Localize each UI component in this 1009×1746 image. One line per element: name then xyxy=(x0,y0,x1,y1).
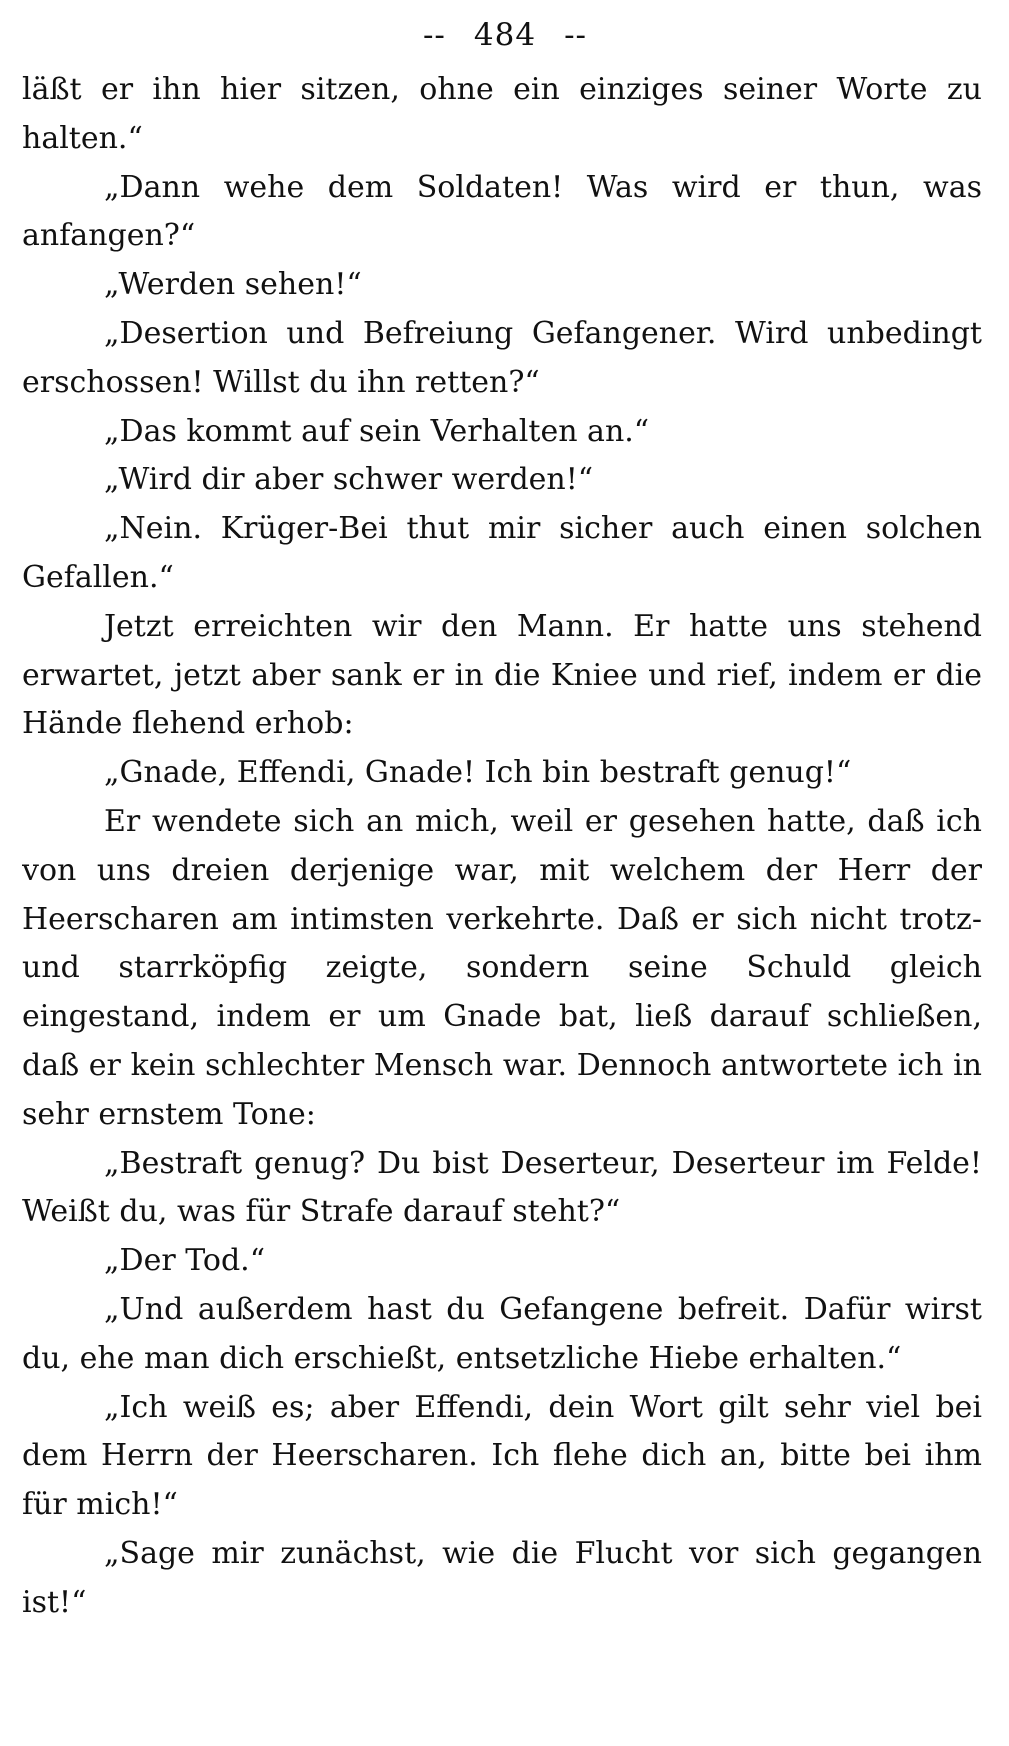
body-text xyxy=(22,66,982,1628)
paragraph: „Gnade, Effendi, Gnade! Ich bin bestraft genug!“ xyxy=(104,755,852,791)
paragraph: „Dann wehe dem Soldaten! Was wird er thun, was anfangen?“ xyxy=(22,169,982,254)
paragraph: „Nein. Krüger-Bei thut mir sicher auch einen solchen Gefallen.“ xyxy=(22,511,982,595)
paragraph: „Werden sehen!“ xyxy=(104,267,362,303)
paragraph: „Der Tod.“ xyxy=(104,1243,266,1279)
paragraph: „Sage mir zunächst, wie die Flucht vor sich gegangen ist!“ xyxy=(22,1535,982,1620)
paragraph: „Bestraft genug? Du bist Deserteur, Deserteur im Felde! Weißt du, was für Strafe darauf steht?“ xyxy=(22,1145,982,1230)
paragraph: „Ich weiß es; aber Effendi, dein Wort gilt sehr viel bei dem Herrn der Heerscharen. Ich flehe dich an, bitte bei ihm für mich!“ xyxy=(22,1389,982,1523)
paragraph: „Wird dir aber schwer werden!“ xyxy=(104,462,594,498)
paragraph: „Desertion und Befreiung Gefangener. Wird unbedingt erschossen! Willst du ihn retten?“ xyxy=(22,315,982,400)
book-page xyxy=(22,14,982,1734)
page-header xyxy=(22,14,982,56)
paragraph: läßt er ihn hier sitzen, ohne ein einziges seiner Worte zu halten.“ xyxy=(22,72,982,156)
page-number: 484 xyxy=(473,17,537,53)
paragraph: „Das kommt auf sein Verhalten an.“ xyxy=(104,413,650,449)
header-dash-right: -- xyxy=(564,17,588,53)
header-dash-left: -- xyxy=(422,17,446,53)
paragraph: Er wendete sich an mich, weil er gesehen hatte, daß ich von uns dreien derjenige war, mit welchem der Herr der Heerscharen am intimsten verkehrte. Daß er sich nicht trotz- und starrköpfig zeigte, sondern seine Schuld gleich eingestand, indem er um Gnade bat, ließ darauf schließen, daß er kein schlechter Mensch war. Dennoch antwortete ich in sehr ernstem Tone: xyxy=(22,803,982,1132)
paragraph: „Und außerdem hast du Gefangene befreit. Dafür wirst du, ehe man dich erschießt, entsetzliche Hiebe erhalten.“ xyxy=(22,1291,982,1376)
paragraph: Jetzt erreichten wir den Mann. Er hatte uns stehend erwartet, jetzt aber sank er in die Kniee und rief, indem er die Hände flehend erhob: xyxy=(22,608,982,742)
